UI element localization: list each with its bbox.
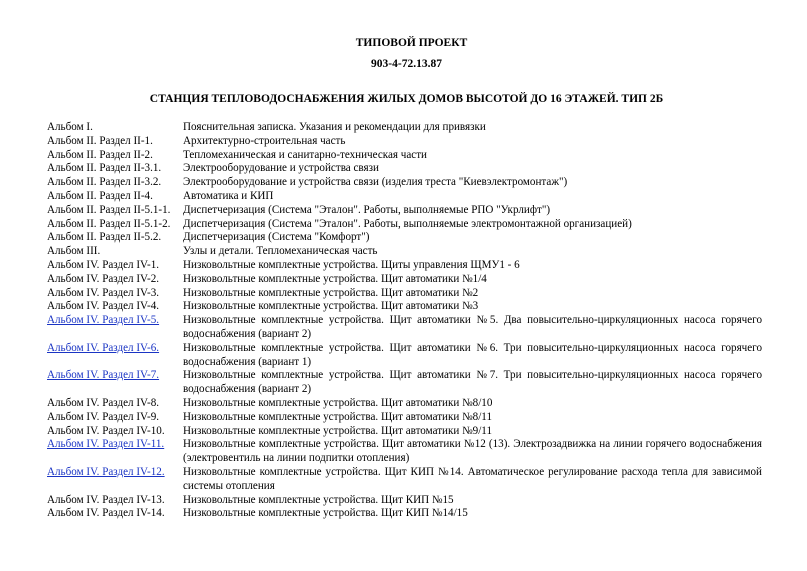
album-label: Альбом II. Раздел II-5.1-2. (47, 217, 171, 230)
album-label: Альбом IV. Раздел IV-2. (47, 272, 160, 285)
album-label: Альбом I. (47, 121, 93, 133)
album-label: Альбом II. Раздел II-5.1-1. (47, 203, 171, 216)
album-label: Альбом IV. Раздел IV-10. (47, 424, 165, 437)
album-label: Альбом IV. Раздел IV-1. (47, 258, 160, 271)
list-item (47, 369, 762, 397)
list-item (47, 231, 762, 245)
list-item (47, 507, 762, 521)
album-description: Низковольтные комплектные устройства. Щит автоматики №8/10 (183, 396, 493, 409)
album-description: Пояснительная записка. Указания и рекомендации для привязки (183, 121, 486, 133)
album-description: Тепломеханическая и санитарно-техническая части (183, 148, 427, 161)
list-item (47, 176, 762, 190)
album-description: Низковольтные комплектные устройства. Щит КИП №14/15 (183, 507, 468, 520)
album-description: Электрооборудование и устройства связи (183, 162, 379, 175)
list-item (47, 438, 762, 466)
album-label: Альбом IV. Раздел IV-4. (47, 300, 160, 313)
list-item (47, 190, 762, 204)
list-item (47, 342, 762, 370)
album-description: Низковольтные комплектные устройства. Щит автоматики №7. Три повысительно-циркуляционных насоса горячего водоснабжения (вариант 2) (183, 369, 762, 396)
list-item (47, 466, 762, 494)
album-label: Альбом II. Раздел II-5.2. (47, 231, 162, 244)
album-label: Альбом IV. Раздел IV-8. (47, 396, 160, 409)
album-label: Альбом IV. Раздел IV-14. (47, 507, 165, 520)
list-item (47, 273, 762, 287)
album-label: Альбом II. Раздел II-3.1. (47, 162, 162, 175)
list-item (47, 397, 762, 411)
list-item (47, 135, 762, 149)
list-item (47, 425, 762, 439)
album-description: Низковольтные комплектные устройства. Щит КИП №15 (183, 493, 454, 506)
album-description: Низковольтные комплектные устройства. Щит автоматики №6. Три повысительно-циркуляционных насоса горячего водоснабжения (вариант 1) (183, 341, 762, 368)
album-description: Диспетчеризация (Система "Эталон". Работы, выполняемые РПО "Укрлифт") (183, 203, 551, 216)
list-item (47, 300, 762, 314)
album-description: Низковольтные комплектные устройства. Щит автоматики №8/11 (183, 410, 492, 423)
page-title: СТАНЦИЯ ТЕПЛОВОДОСНАБЖЕНИЯ ЖИЛЫХ ДОМОВ ВЫСОТОЙ ДО 16 ЭТАЖЕЙ. ТИП 2Б (149, 93, 664, 105)
list-item (47, 287, 762, 301)
album-contents-list (47, 121, 762, 521)
album-description: Низковольтные комплектные устройства. Щит автоматики №2 (183, 286, 479, 299)
list-item (47, 494, 762, 508)
album-label: Альбом II. Раздел II-1. (47, 134, 153, 147)
list-item (47, 204, 762, 218)
album-description: Диспетчеризация (Система "Эталон". Работы, выполняемые электромонтажной организацией) (183, 217, 632, 230)
album-description: Низковольтные комплектные устройства. Щит автоматики №5. Два повысительно-циркуляционных насоса горячего водоснабжения (вариант 2) (183, 314, 762, 340)
list-item (47, 121, 762, 135)
album-label: Альбом II. Раздел II-3.2. (47, 176, 162, 189)
list-item (47, 218, 762, 232)
album-link[interactable]: Альбом IV. Раздел IV-12. (47, 465, 165, 478)
list-item (47, 162, 762, 176)
album-link[interactable]: Альбом IV. Раздел IV-11. (47, 438, 165, 451)
album-link[interactable]: Альбом IV. Раздел IV-6. (47, 341, 160, 354)
album-description: Низковольтные комплектные устройства. Щит автоматики №1/4 (183, 272, 487, 285)
album-description: Низковольтные комплектные устройства. Щит автоматики №9/11 (183, 424, 492, 437)
album-label: Альбом IV. Раздел IV-3. (47, 286, 160, 299)
album-label: Альбом IV. Раздел IV-13. (47, 493, 165, 506)
album-description: Низковольтные комплектные устройства. Щит автоматики №12 (13). Электрозадвижка на линии горячего водоснабжения (электровентиль на линии подпитки отопления) (183, 438, 762, 465)
album-description: Узлы и детали. Тепломеханическая часть (183, 245, 378, 258)
list-item (47, 245, 762, 259)
album-label: Альбом II. Раздел II-4. (47, 189, 153, 202)
album-label: Альбом IV. Раздел IV-9. (47, 410, 160, 423)
document-type-heading: ТИПОВОЙ ПРОЕКТ (355, 37, 468, 49)
album-link[interactable]: Альбом IV. Раздел IV-7. (47, 369, 160, 382)
album-description: Электрооборудование и устройства связи (изделия треста "Киевэлектромонтаж") (183, 176, 568, 189)
project-code: 903-4-72.13.87 (371, 58, 442, 70)
album-description: Диспетчеризация (Система "Комфорт") (183, 231, 370, 244)
list-item (47, 259, 762, 273)
album-link[interactable]: Альбом IV. Раздел IV-5. (47, 314, 160, 327)
album-description: Автоматика и КИП (183, 189, 274, 202)
list-item (47, 314, 762, 342)
album-label: Альбом II. Раздел II-2. (47, 148, 153, 161)
list-item (47, 149, 762, 163)
album-label: Альбом III. (47, 245, 101, 258)
album-description: Архитектурно-строительная часть (183, 134, 346, 147)
album-description: Низковольтные комплектные устройства. Щит КИП №14. Автоматическое регулирование расхода тепла для зависимой системы отопления (183, 465, 762, 492)
album-description: Низковольтные комплектные устройства. Щиты управления ЩМУ1 - 6 (183, 258, 520, 271)
list-item (47, 411, 762, 425)
album-description: Низковольтные комплектные устройства. Щит автоматики №3 (183, 300, 479, 313)
